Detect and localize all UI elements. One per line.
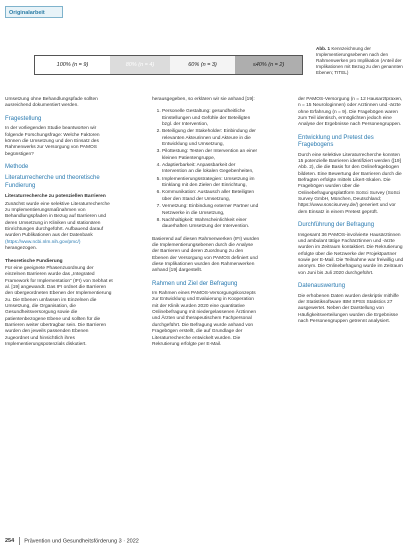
bar-segment: 80% (n = 4)	[110, 56, 170, 74]
paragraph: Für eine geeignete Phasenzuordnung der einzelnen Barrieren wurde das „Integrated Framework for Implementation“ (IFI) von Sebhat et al. [19] angewandt. Das IFI ordnet die Barrieren den übergeordneten Ebenen der Implementierung zu. Die Ebenen umfassen im Einzelnen die Umsetzung, die Organisation, die Gesundheitsversorgung sowie die patientenbezogene Ebene und sollten für die Barrieren weiter übertragbar sein. Die Barrieren wurden den jeweils passenden Ebenen zugeordnet und hinsichtlich ihres Implementierungspotenzials diskutiert.	[5, 265, 113, 347]
paragraph: Durch eine selektive Literaturrecherche konnten 15 potenzielle Barrieren identifiziert werden ([19] Abb. 2), die die Basis für den Onlinefragebogen bildeten. Eine Bewertung der Barrieren durch die Befragten erfolgte mittels Likert-Skalen. Die Fragebögen wurden über die Onlinebefragungsplattform SoSci Survey (SoSci Survey GmbH, München, Deutschland; https://www.soscisurvey.de/) generiert und vor dem Einsatz in einem Pretest geprüft.	[298, 152, 402, 215]
list-item: 5. Implementierungsstrategien: Umsetzung im Einklang mit den Zielen der Einrichtung,	[162, 177, 260, 190]
bar-segment: 100% (n = 9)	[35, 56, 110, 74]
paragraph: Im Rahmen eines PAMOS-Versorgungskonzepts zur Entwicklung und Evaluierung in Kooperation mit der Klinik wurden 2020 eine quantitative Onlinebefragung mit niedergelassenen Ärztinnen und Ärzten und therapeutischem Fachpersonal durchgeführt. Die Befragung wurde anhand von Fragebögen erstellt, die auf Grundlage der Literaturrecherche entwickelt wurden. Die Rekrutierung erfolgte per E-Mail.	[152, 291, 256, 347]
paragraph-text: herangezogen.	[5, 246, 38, 252]
list-item: 6. Kommunikation: Austausch aller Beteiligten über den Stand der Umsetzung,	[162, 190, 260, 203]
section-tag: Originalarbeit	[5, 6, 63, 18]
heading-datenauswertung: Datenauswertung	[298, 283, 346, 290]
bar-segment: ≤40% (n = 2)	[235, 56, 302, 74]
list-item: 7. Vernetzung: Einbindung externer Partner und Netzwerke in die Umsetzung,	[162, 204, 260, 217]
paragraph: herausgegeben, so erklären wir sie anhand [19]:	[152, 97, 255, 102]
paragraph	[5, 202, 113, 253]
bar-segment: 60% (n = 3)	[170, 56, 235, 74]
page-number: 254	[5, 538, 15, 545]
column-2	[152, 97, 260, 354]
paragraph: Basierend auf diesen Rahmenwerken (IFI) wurden die Implementierungsebenen durch die Analyse der Barrieren und deren Zuordnung zu den Ebenen der Versorgung von PAMOS definiert und diese Implikationen wurden den Rahmenwerken anhand [19] dargestellt.	[152, 236, 260, 274]
list-item: 1. Personelle Gestaltung: gesundheitliche Einstellungen und Gefühle der Beteiligten bzgl. der Intervention,	[162, 109, 260, 128]
figure-caption-text: Kennzeichnung der Implementierungsebenen nach den Rahmenwerken pro Implikation (Anteil der Implikationen mit Bezug zu den genannten Ebenen; TITEL)	[316, 46, 403, 76]
paragraph: Insgesamt 36 PAMOS-involvierte Hausärztinnen und ambulant tätige Fachärztinnen und -ärzte wurden im Zeitraum kontaktiert. Die Rekrutierung erfolgte über die Netzwerke der Projektpartner sowie per E-Mail. Die Teilnahme war freiwillig und anonym. Die Onlinebefragung wurde im Zeitraum von Juni bis Juli 2020 durchgeführt.	[298, 232, 404, 276]
footer-divider	[19, 537, 20, 545]
list-item: 8. Nachhaltigkeit: Wahrscheinlichkeit einer dauerhaften Umsetzung der Intervention.	[162, 218, 260, 231]
subheading-barrieren: Literaturrecherche zu potenziellen Barrieren	[5, 194, 106, 200]
heading-durchfuehrung: Durchführung der Befragung	[298, 222, 375, 229]
heading-entwicklung: Entwicklung und Pretest des Fragebogens	[298, 134, 374, 149]
pmc-link[interactable]: (https://www.ncbi.nlm.nih.gov/pmc/)	[5, 239, 81, 245]
heading-literaturrecherche: Literaturrecherche und theoretische Fundierung	[5, 175, 100, 189]
list-item: 4. Adaptierbarkeit: Anpassbarkeit der Intervention an die lokalen Gegebenheiten,	[162, 163, 260, 176]
heading-methode: Methode	[5, 163, 29, 170]
heading-rahmen: Rahmen und Ziel der Befragung	[152, 280, 238, 287]
paragraph: der PAMOS-Versorgung (n = 12 Hausarztpraxen, n = 15 Neurologinnen) oder Arztinnen und -ärzte ohne Erfahrung (n = 9). Die Fragebögen waren zum Teil identisch, ermöglichten jedoch eine Analyse der Ergebnisse nach Personengruppen.	[298, 97, 403, 128]
paragraph: In der vorliegenden Studie beantworten wir folgende Forschungsfrage: Welche Faktoren können die Umsetzung und den Einsatz des Rahmenwerks zur Versorgung von PAMOS begünstigen?	[5, 126, 100, 157]
column-3	[298, 97, 406, 331]
figure-caption-prefix: Abb. 1	[316, 46, 332, 51]
implementation-level-bar	[34, 55, 303, 75]
list-item: 3. Pilottestung: Testen der Intervention an einer kleinen Patientengruppe,	[162, 149, 260, 162]
subheading-theorie: Theoretische Fundierung	[5, 258, 63, 264]
figure-caption	[316, 46, 408, 76]
column-1	[5, 97, 113, 354]
journal-name: Prävention und Gesundheitsförderung 3 · 2022	[24, 538, 139, 545]
framework-list	[152, 109, 260, 230]
list-item: 2. Beteiligung der Stakeholder: Einbindung der relevanten Akteurinnen und Akteure in die Entwicklung und Umsetzung,	[162, 129, 260, 148]
paragraph: Die erhobenen Daten wurden deskriptiv mithilfe der Statistiksoftware IBM SPSS Statistics 27 ausgewertet. Neben der Darstellung von Häufigkeitsverteilungen wurden die Ergebnisse nach Personengruppen getrennt analysiert.	[298, 293, 399, 324]
paragraph: Umsetzung ohne Behandlungspfade sollten ausreichend dokumentiert werden.	[5, 97, 98, 109]
paragraph-text: Zunächst wurde eine selektive Literaturrecherche zu Implementierungsmaßnahmen von Behandlungspfaden in Bezug auf Barrieren und deren Umsetzung in Kliniken und stationären Einrichtungen durchgeführt. Aufbauend darauf wurden Publikationen aus der Datenbank	[5, 201, 110, 239]
page-footer	[5, 537, 139, 545]
heading-fragestellung: Fragestellung	[5, 115, 42, 122]
